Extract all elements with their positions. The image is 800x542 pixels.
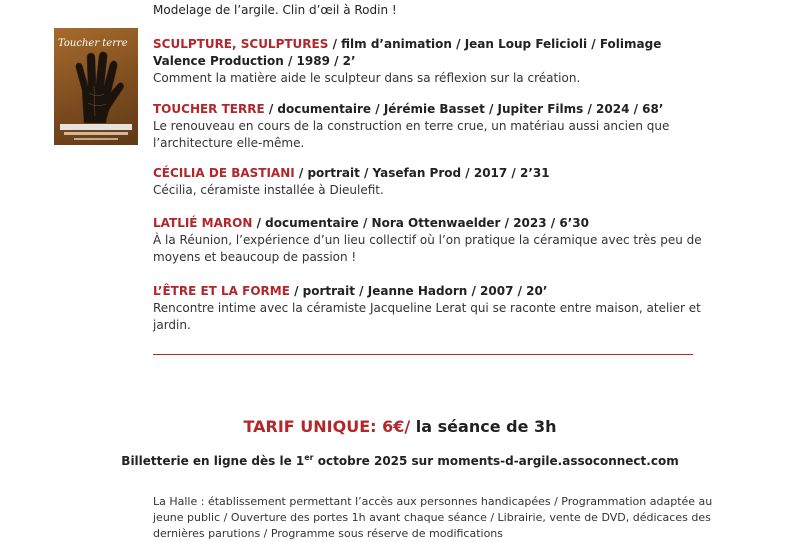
film-description: Le renouveau en cours de la construction en terre crue, un matériau aussi ancien que l’architecture elle-même. <box>153 119 670 150</box>
film-title: TOUCHER TERRE <box>153 102 265 116</box>
billetterie-sup: er <box>304 453 314 462</box>
film-title: L’ÊTRE ET LA FORME <box>153 284 290 298</box>
film-title: LATLIÉ MARON <box>153 216 253 230</box>
billetterie-line <box>0 453 800 470</box>
tarif-line <box>0 416 800 438</box>
film-meta: / film d’animation / Jean Loup Felicioli / Folimage Valence Production / 1989 / 2’ <box>153 37 662 68</box>
film-meta: / documentaire / Jérémie Basset / Jupiter Films / 2024 / 68’ <box>264 102 664 116</box>
film-description: Cécilia, céramiste installée à Dieulefit. <box>153 183 384 197</box>
tarif-suffix: la séance de 3h <box>410 417 557 436</box>
section-divider <box>153 354 693 355</box>
film-title: SCULPTURE, SCULPTURES <box>153 37 329 51</box>
film-entry <box>153 165 713 199</box>
billetterie-after: octobre 2025 sur moments-d-argile.assoconnect.com <box>313 454 679 468</box>
film-poster-image <box>54 28 138 145</box>
tarif-label: TARIF UNIQUE: 6€/ <box>243 417 411 436</box>
film-entry <box>153 101 713 152</box>
film-description: À la Réunion, l’expérience d’un lieu collectif où l’on pratique la céramique avec très peu de moyens et beaucoup de passion ! <box>153 233 702 264</box>
film-entry <box>153 283 713 334</box>
film-description: Rencontre intime avec la céramiste Jacqueline Lerat qui se raconte entre maison, atelier et jardin. <box>153 301 701 332</box>
film-meta: / portrait / Yasefan Prod / 2017 / 2’31 <box>294 166 550 180</box>
film-entry <box>153 36 713 87</box>
film-title: CÉCILIA DE BASTIANI <box>153 166 295 180</box>
film-description: Comment la matière aide le sculpteur dans sa réflexion sur la création. <box>153 71 581 85</box>
film-meta: / documentaire / Nora Ottenwaelder / 2023 / 6’30 <box>252 216 589 230</box>
footer-notes: La Halle : établissement permettant l’accès aux personnes handicapées / Programmation adaptée au jeune public / Ouverture des portes 1h avant chaque séance / Librairie, vente de DVD, dédicaces des dernières parutions / Programme sous réserve de modifications <box>153 495 713 540</box>
film-entry <box>153 215 713 266</box>
intro-line: Modelage de l’argile. Clin d’œil à Rodin ! <box>153 3 397 17</box>
billetterie-before: Billetterie en ligne dès le 1 <box>121 454 305 468</box>
poster-title: Toucher terre <box>58 38 128 49</box>
film-meta: / portrait / Jeanne Hadorn / 2007 / 20’ <box>289 284 548 298</box>
